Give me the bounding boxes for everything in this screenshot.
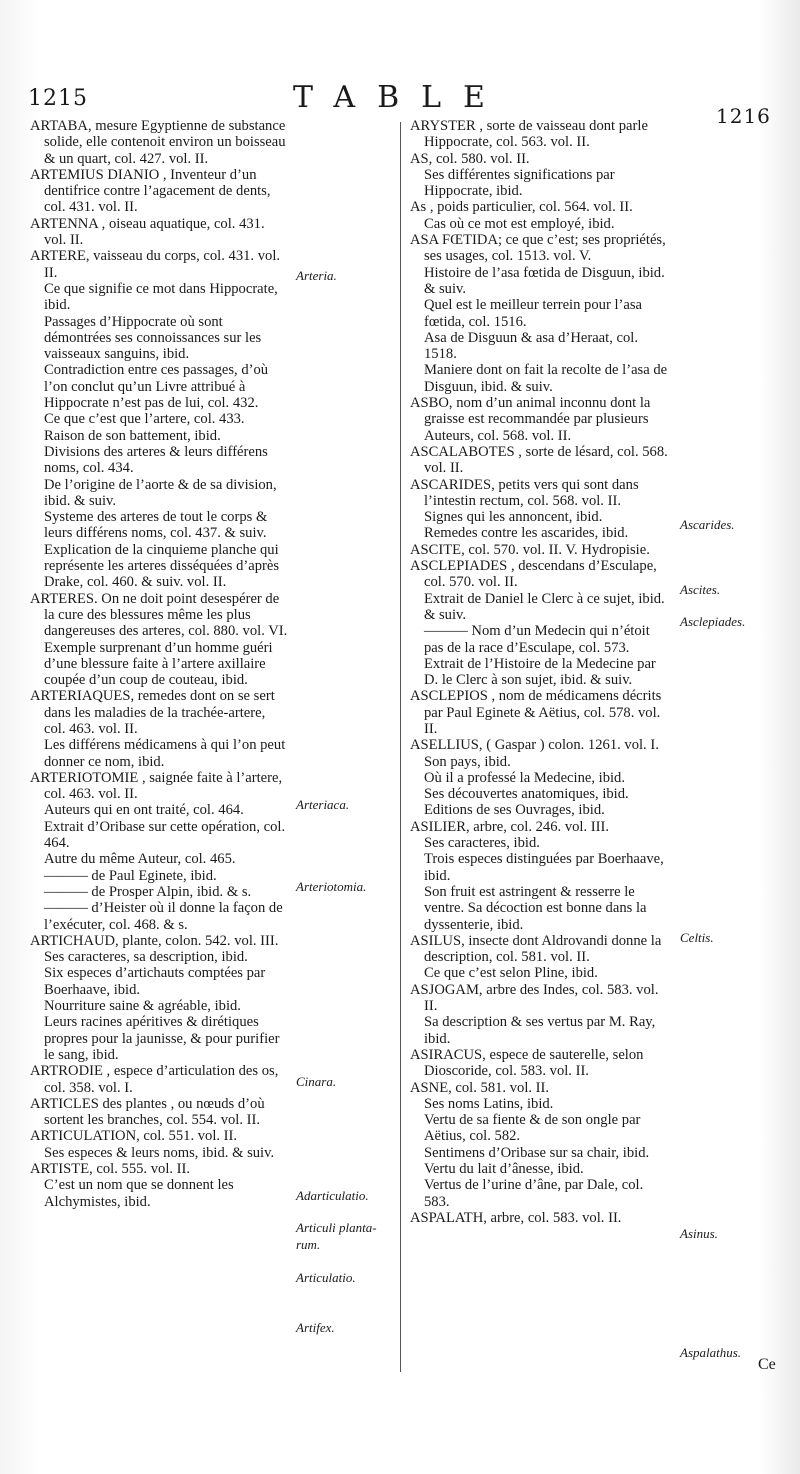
marginal-latin-note: Asclepiades. bbox=[680, 614, 746, 629]
index-subentry: Passages d’Hippocrate où sont démontrées ses connoissances sur les vaisseaux sanguins, ibid. bbox=[44, 313, 262, 363]
index-subentry: Auteurs qui en ont traité, col. 464. bbox=[44, 802, 244, 819]
index-subentry: Autre du même Auteur, col. 465. bbox=[44, 851, 236, 868]
column-divider bbox=[400, 122, 401, 1372]
index-subentry: Ses especes & leurs noms, ibid. & suiv. bbox=[44, 1144, 275, 1161]
index-entry: ARTISTE, col. 555. vol. II. bbox=[30, 1161, 191, 1177]
right-page-number: 1216 bbox=[716, 104, 771, 128]
index-entry: ARTENNA , oiseau aquatique, col. 431. vol. II. bbox=[30, 215, 265, 249]
index-subentry: Extrait de l’Histoire de la Medecine par D. le Clerc à son sujet, ibid. & suiv. bbox=[424, 655, 656, 689]
index-subentry: Ce que signifie ce mot dans Hippocrate, ibid. bbox=[44, 280, 278, 314]
index-subentry: Exemple surprenant d’un homme guéri d’une blessure faite à l’artere axillaire coupée d’un coup de couteau, ibid. bbox=[44, 639, 273, 689]
index-entry: ARTERIAQUES, remedes dont on se sert dans les maladies de la trachée-artere, col. 463. vol. II. bbox=[30, 688, 275, 737]
marginal-latin-note: Arteriaca. bbox=[296, 797, 350, 812]
index-entry: ASCARIDES, petits vers qui sont dans l’intestin rectum, col. 568. vol. II. bbox=[410, 476, 639, 509]
index-subentry: Extrait de Daniel le Clerc à ce sujet, ibid. & suiv. bbox=[424, 590, 665, 623]
index-subentry: Explication de la cinquieme planche qui représente les arteres disséquées d’après Drake, col. 460. & suiv. vol. II. bbox=[44, 541, 280, 591]
index-entry: ASCLEPIOS , nom de médicamens décrits par Paul Eginete & Aëtius, col. 578. vol. II. bbox=[410, 688, 662, 737]
index-entry: ASCALABOTES , sorte de lésard, col. 568. vol. II. bbox=[410, 443, 668, 477]
index-entry: ASA FŒTIDA; ce que c’est; ses propriétés, ses usages, col. 1513. vol. V. bbox=[410, 232, 666, 265]
index-subentry: De l’origine de l’aorte & de sa division, ibid. & suiv. bbox=[44, 476, 277, 509]
index-subentry: ——— de Prosper Alpin, ibid. & s. bbox=[44, 883, 252, 900]
index-subentry: Histoire de l’asa fœtida de Disguun, ibid. & suiv. bbox=[424, 264, 665, 297]
index-subentry: Ses découvertes anatomiques, ibid. bbox=[424, 786, 629, 803]
index-subentry: Nourriture saine & agréable, ibid. bbox=[44, 998, 241, 1015]
marginal-latin-note: Articuli planta- bbox=[296, 1220, 377, 1235]
index-subentry: ——— Nom d’un Medecin qui n’étoit pas de la race d’Esculape, col. 573. bbox=[424, 623, 650, 656]
index-subentry: Contradiction entre ces passages, d’où l’on conclut qu’un Livre attribué à Hippocrate n’est pas de lui, col. 432. bbox=[44, 362, 269, 412]
index-entry: ASIRACUS, espece de sauterelle, selon Dioscoride, col. 583. vol. II. bbox=[410, 1046, 644, 1080]
index-subentry: Asa de Disguun & asa d’Heraat, col. 1518. bbox=[424, 329, 638, 363]
index-subentry: Maniere dont on fait la recolte de l’asa de Disguun, ibid. & suiv. bbox=[424, 362, 668, 395]
index-subentry: Ses caracteres, sa description, ibid. bbox=[44, 949, 248, 966]
index-subentry: Sa description & ses vertus par M. Ray, ibid. bbox=[424, 1014, 656, 1047]
index-subentry: Vertus de l’urine d’âne, par Dale, col. 583. bbox=[424, 1177, 644, 1210]
marginal-latin-note: Aspalathus. bbox=[680, 1345, 742, 1360]
index-entry: ARTEMIUS DIANIO , Inventeur d’un dentifrice contre l’agacement de dents, col. 431. vol. II. bbox=[30, 166, 271, 216]
index-entry: ARYSTER , sorte de vaisseau dont parle Hippocrate, col. 563. vol. II. bbox=[410, 118, 648, 151]
marginal-latin-note: Arteria. bbox=[296, 268, 337, 283]
marginal-latin-note: Asinus. bbox=[680, 1226, 718, 1241]
right-column bbox=[410, 118, 672, 1226]
marginal-latin-note: Ascites. bbox=[680, 582, 721, 597]
index-subentry: Cas où ce mot est employé, ibid. bbox=[424, 215, 615, 232]
index-entry: AS, col. 580. vol. II. bbox=[410, 150, 530, 167]
index-subentry: Vertu du lait d’ânesse, ibid. bbox=[424, 1161, 584, 1177]
index-subentry: Ses caracteres, ibid. bbox=[424, 835, 540, 852]
index-subentry: Où il a professé la Medecine, ibid. bbox=[424, 769, 626, 786]
left-column bbox=[30, 118, 288, 1210]
marginal-latin-note: rum. bbox=[296, 1237, 321, 1252]
index-subentry: Raison de son battement, ibid. bbox=[44, 427, 221, 444]
index-entry: ASNE, col. 581. vol. II. bbox=[410, 1079, 550, 1096]
index-subentry: Sentimens d’Oribase sur sa chair, ibid. bbox=[424, 1144, 650, 1161]
index-subentry: ——— d’Heister où il donne la façon de l’exécuter, col. 468. & s. bbox=[44, 900, 283, 933]
index-entry: ASELLIUS, ( Gaspar ) colon. 1261. vol. I. bbox=[410, 737, 659, 754]
index-subentry: Signes qui les annoncent, ibid. bbox=[424, 509, 603, 526]
index-entry: As , poids particulier, col. 564. vol. II. bbox=[410, 199, 633, 216]
index-subentry: Ses noms Latins, ibid. bbox=[424, 1095, 554, 1112]
marginal-latin-note: Ascarides. bbox=[680, 517, 735, 532]
index-entry: ARTICHAUD, plante, colon. 542. vol. III. bbox=[30, 932, 279, 949]
index-entry: ARTERIOTOMIE , saignée faite à l’artere, col. 463. vol. II. bbox=[30, 769, 283, 803]
index-subentry: C’est un nom que se donnent les Alchymistes, ibid. bbox=[44, 1177, 234, 1210]
marginal-latin-note: Adarticulatio. bbox=[296, 1188, 369, 1203]
page-title: TABLE bbox=[293, 80, 507, 115]
index-entry: ASILIER, arbre, col. 246. vol. III. bbox=[410, 818, 609, 835]
index-entry: ASCLEPIADES , descendans d’Esculape, col. 570. vol. II. bbox=[410, 558, 657, 591]
index-subentry: Leurs racines apéritives & dirétiques propres pour la jaunisse, & pour purifier le sang, ibid. bbox=[44, 1014, 280, 1063]
index-subentry: Vertu de sa fiente & de son ongle par Aëtius, col. 582. bbox=[424, 1112, 641, 1145]
marginal-latin-note: Cinara. bbox=[296, 1074, 337, 1089]
index-subentry: Les différens médicamens à qui l’on peut donner ce nom, ibid. bbox=[44, 737, 286, 770]
marginal-latin-note: Celtis. bbox=[680, 930, 714, 945]
index-entry: ASCITE, col. 570. vol. II. V. Hydropisie. bbox=[410, 541, 650, 558]
index-subentry: Trois especes distinguées par Boerhaave, ibid. bbox=[424, 851, 664, 884]
index-subentry: Ce que c’est que l’artere, col. 433. bbox=[44, 411, 245, 428]
index-entry: ARTICLES des plantes , ou nœuds d’où sortent les branches, col. 554. vol. II. bbox=[30, 1095, 265, 1129]
index-entry: ARTABA, mesure Egyptienne de substance solide, elle contenoit environ un boisseau & un quart, col. 427. vol. II. bbox=[30, 118, 286, 167]
index-entry: ASILUS, insecte dont Aldrovandi donne la description, col. 581. vol. II. bbox=[410, 932, 662, 966]
marginal-latin-note: Artifex. bbox=[296, 1320, 335, 1335]
marginal-latin-note: Arteriotomia. bbox=[296, 879, 367, 894]
index-entry: ASJOGAM, arbre des Indes, col. 583. vol. II. bbox=[410, 981, 659, 1015]
index-entry: ARTERES. On ne doit point desespérer de la cure des blessures même les plus dangereuses des arteres, col. 880. vol. VI. bbox=[30, 590, 288, 640]
index-subentry: Six especes d’artichauts comptées par Boerhaave, ibid. bbox=[44, 965, 266, 998]
index-subentry: Remedes contre les ascarides, ibid. bbox=[424, 525, 629, 542]
index-subentry: Ses différentes significations par Hippocrate, ibid. bbox=[424, 166, 615, 200]
index-subentry: Systeme des arteres de tout le corps & leurs différens noms, col. 437. & suiv. bbox=[44, 509, 268, 542]
marginal-latin-note: Articulatio. bbox=[296, 1270, 356, 1285]
index-subentry: Ce que c’est selon Pline, ibid. bbox=[424, 965, 598, 982]
index-subentry: Extrait d’Oribase sur cette opération, col. 464. bbox=[44, 818, 286, 852]
index-entry: ASPALATH, arbre, col. 583. vol. II. bbox=[410, 1209, 622, 1226]
index-entry: ARTICULATION, col. 551. vol. II. bbox=[30, 1128, 238, 1145]
index-subentry: Quel est le meilleur terrein pour l’asa fœtida, col. 1516. bbox=[424, 297, 643, 330]
index-subentry: ——— de Paul Eginete, ibid. bbox=[44, 867, 217, 884]
index-entry: ARTRODIE , espece d’articulation des os, col. 358. vol. I. bbox=[30, 1063, 279, 1096]
index-subentry: Son fruit est astringent & resserre le ventre. Sa décoction est bonne dans la dyssenterie, ibid. bbox=[424, 883, 647, 933]
index-entry: ARTERE, vaisseau du corps, col. 431. vol. II. bbox=[30, 248, 281, 281]
index-entry: ASBO, nom d’un animal inconnu dont la graisse est recommandée par plusieurs Auteurs, col. 568. vol. II. bbox=[410, 395, 651, 444]
index-subentry: Editions de ses Ouvrages, ibid. bbox=[424, 802, 605, 819]
index-subentry: Divisions des arteres & leurs différens noms, col. 434. bbox=[44, 443, 268, 477]
left-page-number: 1215 bbox=[28, 86, 88, 111]
catchword: Ce bbox=[758, 1356, 776, 1373]
index-subentry: Son pays, ibid. bbox=[424, 753, 511, 770]
